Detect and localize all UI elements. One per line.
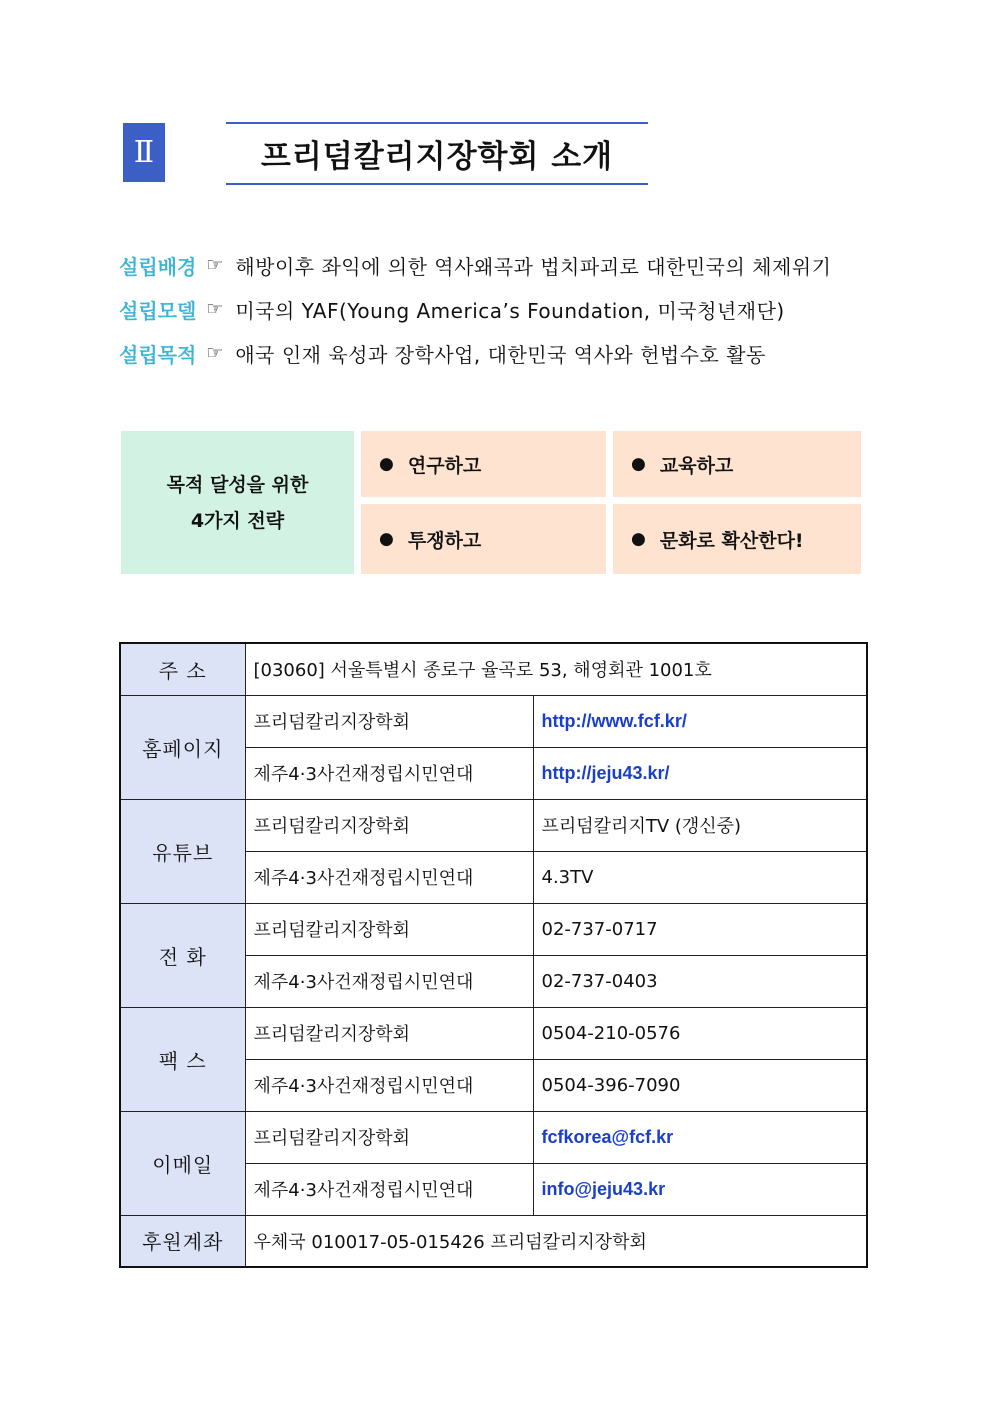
strategy-label-line1: 목적 달성을 위한 [166, 473, 309, 496]
phone-value: 02-737-0403 [533, 955, 867, 1007]
strategy-item-text: 교육하고 [659, 454, 734, 477]
table-row [120, 695, 867, 747]
homepage-link-fcf[interactable]: http://www.fcf.kr/ [541, 710, 687, 731]
bullet-icon: ● [379, 454, 394, 474]
intro-label: 설립배경 [119, 254, 197, 279]
strategy-item-research [361, 431, 606, 497]
strategy-item-culture [613, 504, 861, 574]
section-number: Ⅱ [123, 123, 165, 182]
address-value: [03060] 서울특별시 종로구 율곡로 53, 해영회관 1001호 [245, 643, 867, 695]
intro-row-model [119, 287, 831, 331]
email-header: 이메일 [120, 1111, 245, 1215]
strategy-label [121, 431, 354, 574]
bullet-icon: ● [379, 529, 394, 549]
email-org: 제주4·3사건재정립시민연대 [245, 1163, 533, 1215]
bullet-icon: ● [631, 529, 646, 549]
table-row [120, 903, 867, 955]
fax-value: 0504-210-0576 [533, 1007, 867, 1059]
title-box [226, 122, 648, 185]
intro-row-purpose [119, 331, 831, 375]
fax-value: 0504-396-7090 [533, 1059, 867, 1111]
phone-org: 프리덤칼리지장학회 [245, 903, 533, 955]
youtube-header: 유튜브 [120, 799, 245, 903]
homepage-org: 제주4·3사건재정립시민연대 [245, 747, 533, 799]
fax-org: 제주4·3사건재정립시민연대 [245, 1059, 533, 1111]
youtube-org: 프리덤칼리지장학회 [245, 799, 533, 851]
youtube-value: 프리덤칼리지TV (갱신중) [533, 799, 867, 851]
page-title: 프리덤칼리지장학회 소개 [260, 139, 614, 175]
email-link-jeju43[interactable]: info@jeju43.kr [541, 1178, 666, 1199]
homepage-header: 홈페이지 [120, 695, 245, 799]
intro-list [119, 243, 831, 375]
intro-row-background [119, 243, 831, 287]
youtube-org: 제주4·3사건재정립시민연대 [245, 851, 533, 903]
table-row [120, 643, 867, 695]
table-row [120, 1007, 867, 1059]
donation-value: 우체국 010017-05-015426 프리덤칼리지장학회 [245, 1215, 867, 1267]
intro-text: 애국 인재 육성과 장학사업, 대한민국 역사와 헌법수호 활동 [235, 342, 766, 367]
table-row [120, 1215, 867, 1267]
email-link-fcf[interactable]: fcfkorea@fcf.kr [541, 1126, 674, 1147]
youtube-value: 4.3TV [533, 851, 867, 903]
pointing-hand-icon: ☞ [206, 254, 224, 276]
intro-text: 미국의 YAF(Young America’s Foundation, 미국청년재단) [235, 298, 785, 323]
phone-org: 제주4·3사건재정립시민연대 [245, 955, 533, 1007]
homepage-link-jeju43[interactable]: http://jeju43.kr/ [541, 762, 670, 783]
homepage-org: 프리덤칼리지장학회 [245, 695, 533, 747]
bullet-icon: ● [631, 454, 646, 474]
table-row [120, 1111, 867, 1163]
table-row [120, 799, 867, 851]
pointing-hand-icon: ☞ [206, 342, 224, 364]
intro-text: 해방이후 좌익에 의한 역사왜곡과 법치파괴로 대한민국의 체제위기 [235, 254, 832, 279]
fax-header: 팩 스 [120, 1007, 245, 1111]
strategy-label-line2: 4가지 전략 [190, 509, 285, 532]
strategy-item-text: 문화로 확산한다! [659, 529, 804, 552]
address-header: 주 소 [120, 643, 245, 695]
phone-value: 02-737-0717 [533, 903, 867, 955]
fax-org: 프리덤칼리지장학회 [245, 1007, 533, 1059]
contact-info-table [119, 642, 868, 1268]
strategy-item-text: 투쟁하고 [407, 529, 482, 552]
intro-label: 설립모델 [119, 298, 197, 323]
strategy-item-struggle [361, 504, 606, 574]
donation-header: 후원계좌 [120, 1215, 245, 1267]
strategy-item-text: 연구하고 [407, 454, 482, 477]
strategy-item-education [613, 431, 861, 497]
email-org: 프리덤칼리지장학회 [245, 1111, 533, 1163]
pointing-hand-icon: ☞ [206, 298, 224, 320]
intro-label: 설립목적 [119, 342, 197, 367]
phone-header: 전 화 [120, 903, 245, 1007]
